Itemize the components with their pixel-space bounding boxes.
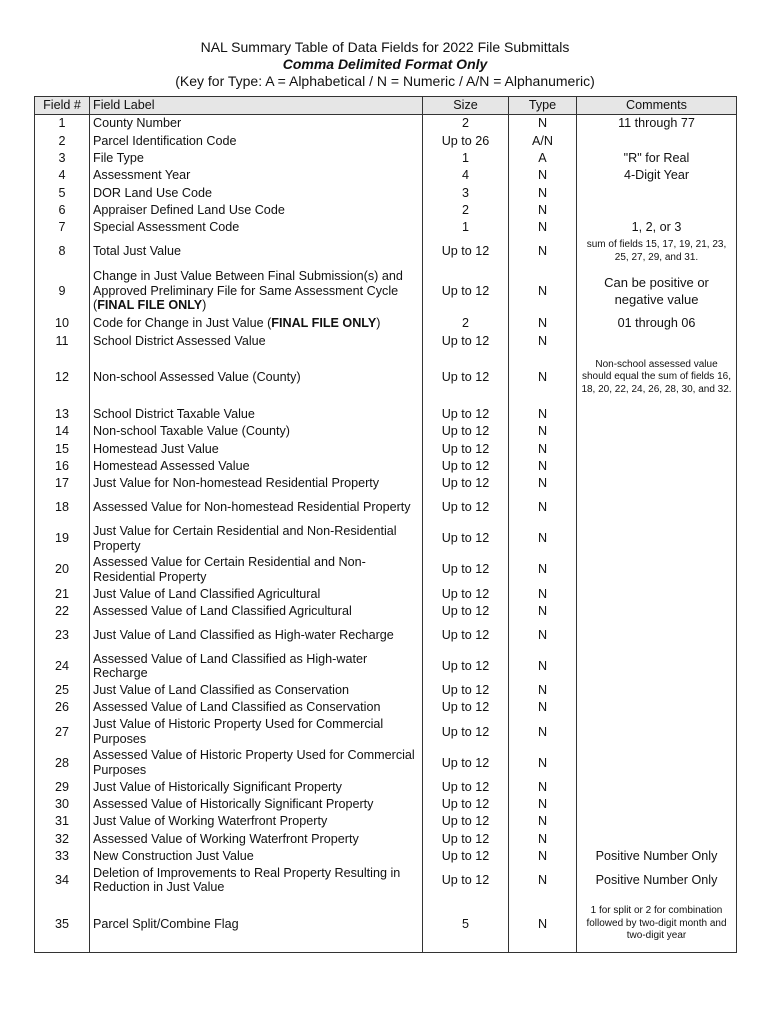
field-number: 20 <box>35 554 90 585</box>
field-comment <box>577 813 737 830</box>
field-type: N <box>509 602 577 619</box>
table-row <box>35 682 737 699</box>
field-type: N <box>509 747 577 778</box>
field-size: Up to 12 <box>423 332 509 349</box>
field-number: 17 <box>35 475 90 492</box>
field-comment <box>577 201 737 218</box>
field-number: 29 <box>35 778 90 795</box>
field-label: School District Taxable Value <box>90 406 423 423</box>
field-number: 13 <box>35 406 90 423</box>
field-type: N <box>509 523 577 554</box>
field-comment <box>577 440 737 457</box>
field-comment: 01 through 06 <box>577 315 737 332</box>
field-number: 14 <box>35 423 90 440</box>
field-size: Up to 12 <box>423 492 509 523</box>
field-comment <box>577 332 737 349</box>
field-label: Assessed Value for Non-homestead Residential Property <box>90 492 423 523</box>
table-row <box>35 813 737 830</box>
field-label: Homestead Just Value <box>90 440 423 457</box>
field-number: 5 <box>35 184 90 201</box>
field-comment: Non-school assessed value should equal the sum of fields 16, 18, 20, 22, 24, 26, 28, 30, and 32. <box>577 350 737 406</box>
field-comment: Can be positive or negative value <box>577 267 737 315</box>
field-label: Assessed Value of Land Classified Agricultural <box>90 602 423 619</box>
header-field-label: Field Label <box>90 97 423 115</box>
header-size: Size <box>423 97 509 115</box>
table-row <box>35 332 737 349</box>
field-label: Assessment Year <box>90 167 423 184</box>
table-row <box>35 440 737 457</box>
document-title: NAL Summary Table of Data Fields for 2022 File Submittals <box>200 39 570 55</box>
table-row <box>35 475 737 492</box>
field-size: Up to 12 <box>423 813 509 830</box>
field-number: 6 <box>35 201 90 218</box>
table-row <box>35 458 737 475</box>
field-comment <box>577 554 737 585</box>
field-comment: 4-Digit Year <box>577 167 737 184</box>
field-label: Parcel Split/Combine Flag <box>90 896 423 953</box>
table-row <box>35 315 737 332</box>
field-size: Up to 12 <box>423 716 509 747</box>
field-label: Total Just Value <box>90 236 423 267</box>
field-size: Up to 12 <box>423 778 509 795</box>
field-number: 34 <box>35 865 90 896</box>
field-label-text: Change in Just Value Between Final Submission(s) and Approved Preliminary File for Same Assessment Cycle ( <box>93 269 403 313</box>
field-number: 35 <box>35 896 90 953</box>
field-size: 2 <box>423 201 509 218</box>
field-number: 30 <box>35 796 90 813</box>
field-type: N <box>509 267 577 315</box>
final-file-only-emphasis: FINAL FILE ONLY <box>97 298 203 313</box>
table-row <box>35 848 737 865</box>
document-subtitle: Comma Delimited Format Only <box>282 56 488 72</box>
document-header <box>0 38 770 89</box>
header-comments: Comments <box>577 97 737 115</box>
data-fields-table <box>34 96 737 953</box>
field-number: 10 <box>35 315 90 332</box>
field-comment <box>577 682 737 699</box>
field-comment <box>577 747 737 778</box>
table-row <box>35 554 737 585</box>
field-number: 19 <box>35 523 90 554</box>
table-row <box>35 699 737 716</box>
field-comment <box>577 651 737 682</box>
field-number: 12 <box>35 350 90 406</box>
field-type: A <box>509 150 577 167</box>
table-row <box>35 167 737 184</box>
field-size: Up to 12 <box>423 350 509 406</box>
field-label: Just Value for Certain Residential and Non-Residential Property <box>90 523 423 554</box>
field-size: Up to 12 <box>423 406 509 423</box>
field-comment: "R" for Real <box>577 150 737 167</box>
table-row <box>35 219 737 236</box>
field-size: 5 <box>423 896 509 953</box>
field-label: Assessed Value of Land Classified as Conservation <box>90 699 423 716</box>
field-type: N <box>509 554 577 585</box>
field-type: N <box>509 219 577 236</box>
type-key-line: (Key for Type: A = Alphabetical / N = Numeric / A/N = Alphanumeric) <box>175 73 595 89</box>
field-size: Up to 12 <box>423 848 509 865</box>
field-label: School District Assessed Value <box>90 332 423 349</box>
field-type: N <box>509 115 577 133</box>
field-size: Up to 12 <box>423 554 509 585</box>
field-label: Special Assessment Code <box>90 219 423 236</box>
field-size: 4 <box>423 167 509 184</box>
table-row <box>35 602 737 619</box>
field-type: N <box>509 682 577 699</box>
field-comment <box>577 620 737 651</box>
field-label: File Type <box>90 150 423 167</box>
table-row <box>35 585 737 602</box>
field-size: 2 <box>423 315 509 332</box>
table-row <box>35 267 737 315</box>
field-number: 24 <box>35 651 90 682</box>
field-type: N <box>509 350 577 406</box>
field-size: Up to 12 <box>423 423 509 440</box>
field-comment: 1, 2, or 3 <box>577 219 737 236</box>
field-number: 8 <box>35 236 90 267</box>
field-comment <box>577 602 737 619</box>
field-number: 26 <box>35 699 90 716</box>
field-type: N <box>509 620 577 651</box>
field-size: Up to 12 <box>423 865 509 896</box>
header-type: Type <box>509 97 577 115</box>
table-row <box>35 406 737 423</box>
field-size: Up to 12 <box>423 747 509 778</box>
table-row <box>35 778 737 795</box>
field-comment: 11 through 77 <box>577 115 737 133</box>
final-file-only-emphasis: FINAL FILE ONLY <box>271 316 377 331</box>
field-size: 3 <box>423 184 509 201</box>
field-type: N <box>509 865 577 896</box>
field-size: Up to 12 <box>423 523 509 554</box>
table-row <box>35 423 737 440</box>
table-row <box>35 350 737 406</box>
field-size: Up to 12 <box>423 699 509 716</box>
table-row <box>35 830 737 847</box>
field-type: N <box>509 184 577 201</box>
field-type: N <box>509 585 577 602</box>
field-number: 27 <box>35 716 90 747</box>
field-label: Just Value for Non-homestead Residential Property <box>90 475 423 492</box>
field-type: N <box>509 778 577 795</box>
field-number: 31 <box>35 813 90 830</box>
field-number: 22 <box>35 602 90 619</box>
table-row <box>35 620 737 651</box>
field-label: Parcel Identification Code <box>90 132 423 149</box>
field-label: Deletion of Improvements to Real Property Resulting in Reduction in Just Value <box>90 865 423 896</box>
field-label: Homestead Assessed Value <box>90 458 423 475</box>
field-type: N <box>509 236 577 267</box>
header-field-number: Field # <box>35 97 90 115</box>
field-type: N <box>509 201 577 218</box>
field-comment <box>577 492 737 523</box>
field-number: 25 <box>35 682 90 699</box>
field-type: N <box>509 406 577 423</box>
table-row <box>35 236 737 267</box>
field-number: 7 <box>35 219 90 236</box>
field-number: 16 <box>35 458 90 475</box>
field-number: 21 <box>35 585 90 602</box>
field-label-text: Code for Change in Just Value ( <box>93 316 272 331</box>
field-comment: Positive Number Only <box>577 848 737 865</box>
field-size: Up to 12 <box>423 796 509 813</box>
field-type: A/N <box>509 132 577 149</box>
field-number: 33 <box>35 848 90 865</box>
field-comment <box>577 475 737 492</box>
field-size: Up to 12 <box>423 602 509 619</box>
table-row <box>35 523 737 554</box>
field-label: Non-school Taxable Value (County) <box>90 423 423 440</box>
table-header-row <box>35 97 737 115</box>
table-row <box>35 201 737 218</box>
table-row <box>35 747 737 778</box>
field-type: N <box>509 167 577 184</box>
field-number: 15 <box>35 440 90 457</box>
field-label-suffix: ) <box>202 298 207 313</box>
field-type: N <box>509 651 577 682</box>
field-label: Assessed Value of Working Waterfront Property <box>90 830 423 847</box>
field-label: Non-school Assessed Value (County) <box>90 350 423 406</box>
field-label: Assessed Value for Certain Residential and Non-Residential Property <box>90 554 423 585</box>
table-row <box>35 896 737 953</box>
field-number: 32 <box>35 830 90 847</box>
field-size: Up to 12 <box>423 458 509 475</box>
field-comment <box>577 716 737 747</box>
field-comment <box>577 585 737 602</box>
field-size: Up to 12 <box>423 620 509 651</box>
field-type: N <box>509 796 577 813</box>
field-comment <box>577 132 737 149</box>
field-size: Up to 12 <box>423 475 509 492</box>
field-label <box>90 315 423 332</box>
field-label: Appraiser Defined Land Use Code <box>90 201 423 218</box>
table-row <box>35 716 737 747</box>
field-type: N <box>509 332 577 349</box>
field-label: County Number <box>90 115 423 133</box>
field-comment <box>577 778 737 795</box>
field-label: Just Value of Working Waterfront Property <box>90 813 423 830</box>
field-size: Up to 12 <box>423 585 509 602</box>
field-comment <box>577 423 737 440</box>
field-label: Just Value of Land Classified Agricultural <box>90 585 423 602</box>
table-row <box>35 115 737 133</box>
field-number: 18 <box>35 492 90 523</box>
field-type: N <box>509 458 577 475</box>
field-type: N <box>509 716 577 747</box>
field-comment <box>577 458 737 475</box>
field-type: N <box>509 492 577 523</box>
field-size: 1 <box>423 150 509 167</box>
field-comment: sum of fields 15, 17, 19, 21, 23, 25, 27, 29, and 31. <box>577 236 737 267</box>
table-row <box>35 651 737 682</box>
field-number: 28 <box>35 747 90 778</box>
field-size: Up to 12 <box>423 440 509 457</box>
field-label: Just Value of Land Classified as Conservation <box>90 682 423 699</box>
field-comment: Positive Number Only <box>577 865 737 896</box>
field-comment <box>577 699 737 716</box>
field-comment <box>577 406 737 423</box>
field-size: Up to 12 <box>423 267 509 315</box>
field-label-suffix: ) <box>376 316 381 331</box>
field-number: 1 <box>35 115 90 133</box>
table-row <box>35 150 737 167</box>
field-type: N <box>509 830 577 847</box>
field-label: New Construction Just Value <box>90 848 423 865</box>
field-type: N <box>509 475 577 492</box>
field-type: N <box>509 813 577 830</box>
field-size: 2 <box>423 115 509 133</box>
field-number: 4 <box>35 167 90 184</box>
field-number: 9 <box>35 267 90 315</box>
table-row <box>35 865 737 896</box>
field-size: 1 <box>423 219 509 236</box>
field-size: Up to 12 <box>423 651 509 682</box>
field-label: Assessed Value of Historically Significant Property <box>90 796 423 813</box>
field-comment <box>577 830 737 847</box>
field-label: Just Value of Historically Significant Property <box>90 778 423 795</box>
field-number: 11 <box>35 332 90 349</box>
field-type: N <box>509 315 577 332</box>
field-comment <box>577 523 737 554</box>
table-row <box>35 796 737 813</box>
field-label: Assessed Value of Land Classified as High-water Recharge <box>90 651 423 682</box>
field-label: Assessed Value of Historic Property Used for Commercial Purposes <box>90 747 423 778</box>
field-label: Just Value of Land Classified as High-water Recharge <box>90 620 423 651</box>
field-comment <box>577 796 737 813</box>
field-size: Up to 26 <box>423 132 509 149</box>
table-row <box>35 184 737 201</box>
field-type: N <box>509 896 577 953</box>
field-comment <box>577 184 737 201</box>
field-size: Up to 12 <box>423 682 509 699</box>
field-number: 23 <box>35 620 90 651</box>
field-type: N <box>509 423 577 440</box>
table-row <box>35 132 737 149</box>
field-comment: 1 for split or 2 for combination followed by two-digit month and two-digit year <box>577 896 737 953</box>
field-label <box>90 267 423 315</box>
field-size: Up to 12 <box>423 236 509 267</box>
table-row <box>35 492 737 523</box>
field-type: N <box>509 440 577 457</box>
field-type: N <box>509 699 577 716</box>
field-number: 3 <box>35 150 90 167</box>
field-number: 2 <box>35 132 90 149</box>
field-label: Just Value of Historic Property Used for Commercial Purposes <box>90 716 423 747</box>
field-type: N <box>509 848 577 865</box>
field-label: DOR Land Use Code <box>90 184 423 201</box>
field-size: Up to 12 <box>423 830 509 847</box>
